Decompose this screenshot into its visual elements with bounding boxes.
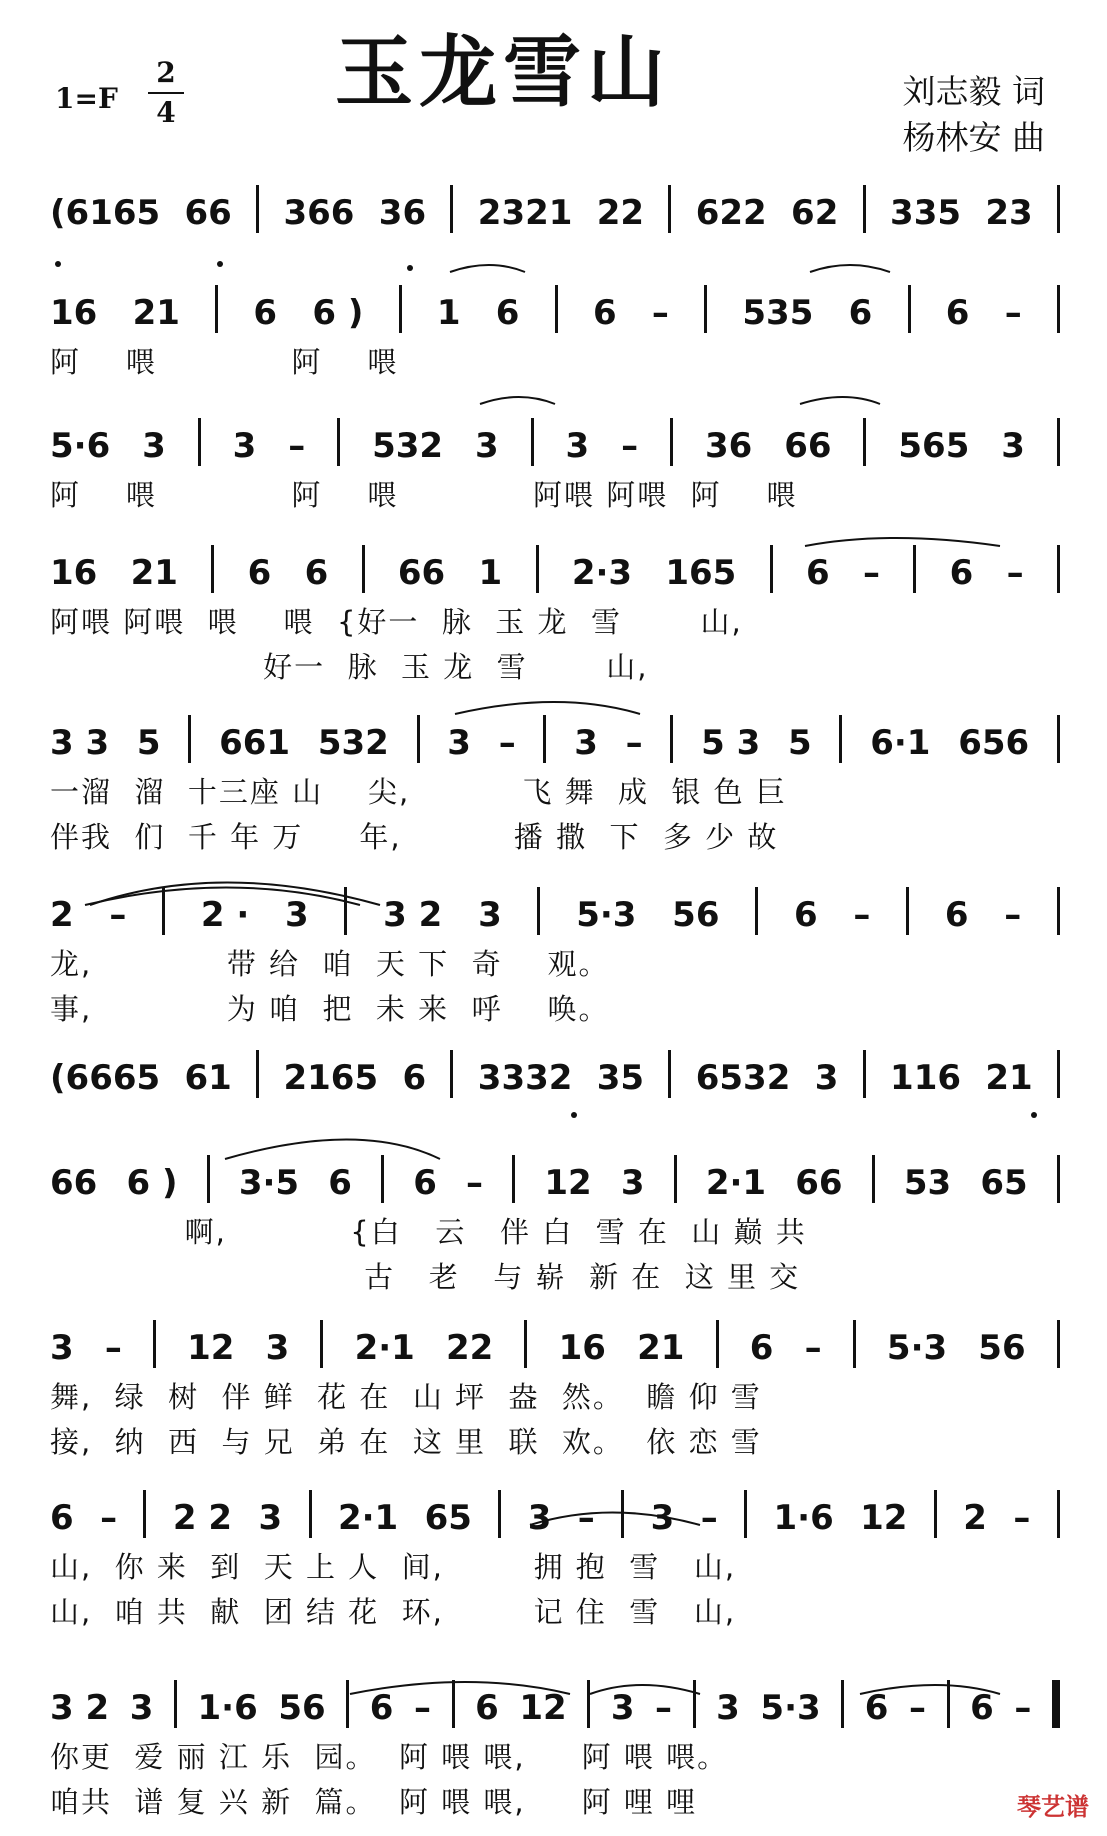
note-group: 66 [784,426,832,466]
notation-row [50,185,1060,233]
note-group: 622 [695,193,767,233]
note-group: 6 [304,553,329,593]
note-group: 5·6 [50,426,111,466]
note-group: 335 [890,193,962,233]
lyric-line: 好一 脉 玉 龙 雪 山, [50,650,649,684]
barline [674,1155,677,1203]
note-group: 6 [749,1328,774,1368]
barline [362,545,365,593]
note-group: – [1004,895,1022,935]
note-group: 2 · [200,895,250,935]
note-group: 66 [397,553,446,593]
notation-row [50,1155,1060,1203]
slur [810,265,890,272]
barline [531,418,534,466]
lyric-line: 阿 喂 阿 喂 [50,345,399,379]
note-group: 3 [447,723,471,763]
barline [198,418,201,466]
barline [512,1155,515,1203]
note-group: – [288,426,306,466]
note-group: 5 [788,723,812,763]
note-group: 3 [610,1688,635,1728]
barline [744,1490,747,1538]
note-group: 366 [283,193,355,233]
note-group: 53 [903,1163,952,1203]
note-group: – [577,1498,595,1538]
note-group: 5·3 [576,895,637,935]
lyric-line: 一溜 溜 十三座 山 尖, 飞 舞 成 银 色 巨 [50,775,787,809]
note-group: 23 [985,193,1033,233]
note-group: 6 [247,553,272,593]
barline [143,1490,146,1538]
barline [841,1680,844,1728]
barline [344,887,347,935]
note-group: 2·1 [705,1163,767,1203]
note-group: 6 [945,293,970,333]
note-group: 21 [985,1058,1033,1098]
lyric-line: 阿 喂 阿 喂 阿喂 阿喂 阿 喂 [50,478,798,512]
note-group: 6 [402,1058,427,1098]
note-group: 6 [369,1688,394,1728]
note-group: 66 [184,193,232,233]
note-group: 3 [574,723,598,763]
note-group: 56 [278,1688,326,1728]
note-group: 3 [142,426,166,466]
note-group: 12 [519,1688,567,1728]
note-group: – [909,1688,926,1728]
notation-row [50,1320,1060,1368]
note-group: 3 [650,1498,675,1538]
note-group: – [104,1328,122,1368]
lyric-line: 接, 纳 西 与 兄 弟 在 这 里 联 欢。 依 恋 雪 [50,1425,762,1459]
note-group: 1 [478,553,503,593]
note-group: 3 [565,426,590,466]
note-group: 6 [413,1163,437,1203]
note-group: 6 [328,1163,352,1203]
note-group: – [651,293,669,333]
notation-row [50,1490,1060,1538]
barline [770,545,773,593]
note-group: 6 [848,293,873,333]
note-group: 12 [544,1163,592,1203]
barline [450,1050,453,1098]
note-group: 1·6 [197,1688,258,1728]
note-group: 3 [50,1328,74,1368]
meter-divider [148,92,184,94]
barline [452,1680,455,1728]
barline [450,185,453,233]
note-group: 5·3 [760,1688,821,1728]
note-group: 661 [219,723,291,763]
lyric-line: 龙, 带 给 咱 天 下 奇 观。 [50,947,610,981]
barline [1057,715,1060,763]
note-group: 6 [970,1688,994,1728]
note-group: 66 [795,1163,843,1203]
note-group: 656 [958,723,1030,763]
notation-row [50,887,1060,935]
barline [337,418,340,466]
note-group: 3 [265,1328,290,1368]
notation-row [50,285,1060,333]
note-group: 56 [978,1328,1026,1368]
barline [188,715,191,763]
note-group: 36 [704,426,753,466]
barline [153,1320,156,1368]
note-group: 6 [805,553,830,593]
note-group: – [625,723,643,763]
note-group: 5·3 [886,1328,948,1368]
note-group: 3 2 [383,895,443,935]
note-group: (6165 [50,193,161,233]
barline [1057,1320,1060,1368]
note-group: 535 [742,293,814,333]
barline [908,285,911,333]
barline [670,715,673,763]
notation-row [50,1050,1060,1098]
barline [1057,1155,1060,1203]
lyric-line: 你更 爱 丽 江 乐 园。 阿 喂 喂, 阿 喂 喂。 [50,1740,729,1774]
barline [863,418,866,466]
note-group: – [804,1328,822,1368]
watermark-logo: 琴艺谱 [1017,1793,1089,1821]
song-title: 玉龙雪山 [335,27,672,118]
note-group: 61 [184,1058,232,1098]
barline [524,1320,527,1368]
lyric-line: 啊, {白 云 伴 白 雪 在 山 巅 共 [50,1215,807,1249]
barline [853,1320,856,1368]
barline [668,1050,671,1098]
barline [1057,418,1060,466]
note-group: 3 [716,1688,740,1728]
note-group: 6 [50,1498,74,1538]
barline [174,1680,177,1728]
final-barline [1052,1680,1060,1728]
barline [215,285,218,333]
notation-row [50,715,1060,763]
note-group: 2321 [477,193,573,233]
note-group: – [1004,293,1022,333]
note-group: – [1014,1688,1032,1728]
slur [455,702,640,714]
note-group: 6 [495,293,520,333]
note-group: 6532 [695,1058,791,1098]
note-group: (6665 [50,1058,161,1098]
note-group: – [414,1688,431,1728]
lyric-line: 阿喂 阿喂 喂 喂 {好一 脉 玉 龙 雪 山, [50,605,743,639]
note-group: 62 [791,193,839,233]
notation-row [50,545,1060,593]
note-group: 3 [1001,426,1025,466]
note-group: 3 [527,1498,552,1538]
note-group: 6 ) [126,1163,178,1203]
note-group: 22 [446,1328,494,1368]
note-group: 21 [130,553,178,593]
barline [1057,1050,1060,1098]
note-group: 16 [558,1328,606,1368]
slur [800,397,880,404]
note-group: 165 [665,553,737,593]
lyric-line: 伴我 们 千 年 万 年, 播 撒 下 多 少 故 [50,820,779,854]
note-group: 3 [285,895,309,935]
note-group: 16 [50,293,98,333]
barline [621,1490,624,1538]
barline [320,1320,323,1368]
note-group: 116 [890,1058,962,1098]
note-group: 16 [50,553,98,593]
barline [346,1680,349,1728]
barline [207,1155,210,1203]
composer-credit: 杨林安 曲 [902,118,1045,157]
note-group: 21 [132,293,180,333]
note-group: 3 [129,1688,154,1728]
time-signature [148,56,184,130]
lyric-line: 舞, 绿 树 伴 鲜 花 在 山 坪 盎 然。 瞻 仰 雪 [50,1380,762,1414]
barline [839,715,842,763]
octave-dot [217,261,223,267]
barline [947,1680,950,1728]
lyric-line: 山, 咱 共 献 团 结 花 环, 记 住 雪 山, [50,1595,737,1629]
note-group: 5 [136,723,161,763]
lyricist-credit: 刘志毅 词 [902,72,1045,111]
note-group: 3 [620,1163,645,1203]
lyric-line: 事, 为 咱 把 未 来 呼 唤。 [50,992,610,1026]
note-group: 6 [592,293,617,333]
barline [256,185,259,233]
note-group: 532 [317,723,389,763]
barline [1057,185,1060,233]
lyric-line: 山, 你 来 到 天 上 人 间, 拥 抱 雪 山, [50,1550,737,1584]
note-group: 1 [436,293,461,333]
note-group: 6 ) [312,293,364,333]
barline [1057,1490,1060,1538]
barline [670,418,673,466]
note-group: 3 [475,426,499,466]
note-group: – [621,426,639,466]
note-group: – [109,895,127,935]
note-group: 3·5 [238,1163,300,1203]
meter-bottom: 4 [156,96,176,129]
note-group: 3332 [477,1058,573,1098]
octave-dot [571,1112,577,1118]
barline [555,285,558,333]
meter-top: 2 [156,56,176,89]
barline [256,1050,259,1098]
barline [863,1050,866,1098]
note-group: 6 [793,895,818,935]
note-group: 65 [424,1498,472,1538]
barline [498,1490,501,1538]
note-group: 3 [258,1498,283,1538]
barline [381,1155,384,1203]
notation-row [50,418,1060,466]
octave-dot [1031,1112,1037,1118]
barline [913,545,916,593]
barline [872,1155,875,1203]
note-group: 2 2 [172,1498,233,1538]
barline [755,887,758,935]
lyric-line: 咱共 谱 复 兴 新 篇。 阿 喂 喂, 阿 哩 哩 [50,1785,698,1819]
note-group: – [853,895,871,935]
note-group: – [100,1498,118,1538]
note-group: 2·1 [354,1328,415,1368]
note-group: 21 [637,1328,685,1368]
barline [693,1680,696,1728]
barline [906,887,909,935]
barline [543,715,546,763]
note-group: – [466,1163,484,1203]
note-group: 22 [596,193,645,233]
note-group: 12 [187,1328,235,1368]
note-group: 6 [949,553,974,593]
note-group: 36 [378,193,427,233]
note-group: 3 [478,895,502,935]
barline [211,545,214,593]
note-group: 12 [860,1498,908,1538]
barline [863,185,866,233]
note-group: 56 [672,895,720,935]
note-group: 5 3 [701,723,761,763]
note-group: 3 3 [50,723,110,763]
slur [450,265,525,272]
barline [417,715,420,763]
note-group: 6 [864,1688,889,1728]
barline [716,1320,719,1368]
note-group: 2·1 [337,1498,399,1538]
note-group: 6·1 [870,723,931,763]
lyric-line: 古 老 与 崭 新 在 这 里 交 [50,1260,801,1294]
barline [537,887,540,935]
barline [1057,887,1060,935]
note-group: 532 [372,426,444,466]
note-group: 565 [898,426,970,466]
note-group: 2 [963,1498,987,1538]
barline [162,887,165,935]
note-group: – [498,723,516,763]
note-group: 3 2 [50,1688,110,1728]
octave-dot [55,261,61,267]
note-group: – [700,1498,718,1538]
note-group: 6 [253,293,278,333]
note-group: 6 [944,895,969,935]
notation-row [50,1680,1060,1728]
note-group: 2165 [283,1058,379,1098]
barline [704,285,707,333]
note-group: – [862,553,880,593]
octave-dot [407,265,413,271]
barline [668,185,671,233]
key-signature: 1=F [55,82,118,115]
note-group: 6 [475,1688,499,1728]
note-group: 3 [814,1058,839,1098]
barline [536,545,539,593]
note-group: 35 [596,1058,645,1098]
note-group: 3 [232,426,257,466]
barline [309,1490,312,1538]
note-group: 65 [980,1163,1028,1203]
barline [587,1680,590,1728]
note-group: 2 [50,895,74,935]
slur [480,397,555,404]
barline [1057,285,1060,333]
note-group: – [1006,553,1024,593]
note-group: 1·6 [773,1498,834,1538]
note-group: – [1013,1498,1031,1538]
barline [934,1490,937,1538]
barline [1057,545,1060,593]
note-group: 66 [50,1163,98,1203]
note-group: 2·3 [571,553,633,593]
barline [399,285,402,333]
note-group: – [655,1688,673,1728]
